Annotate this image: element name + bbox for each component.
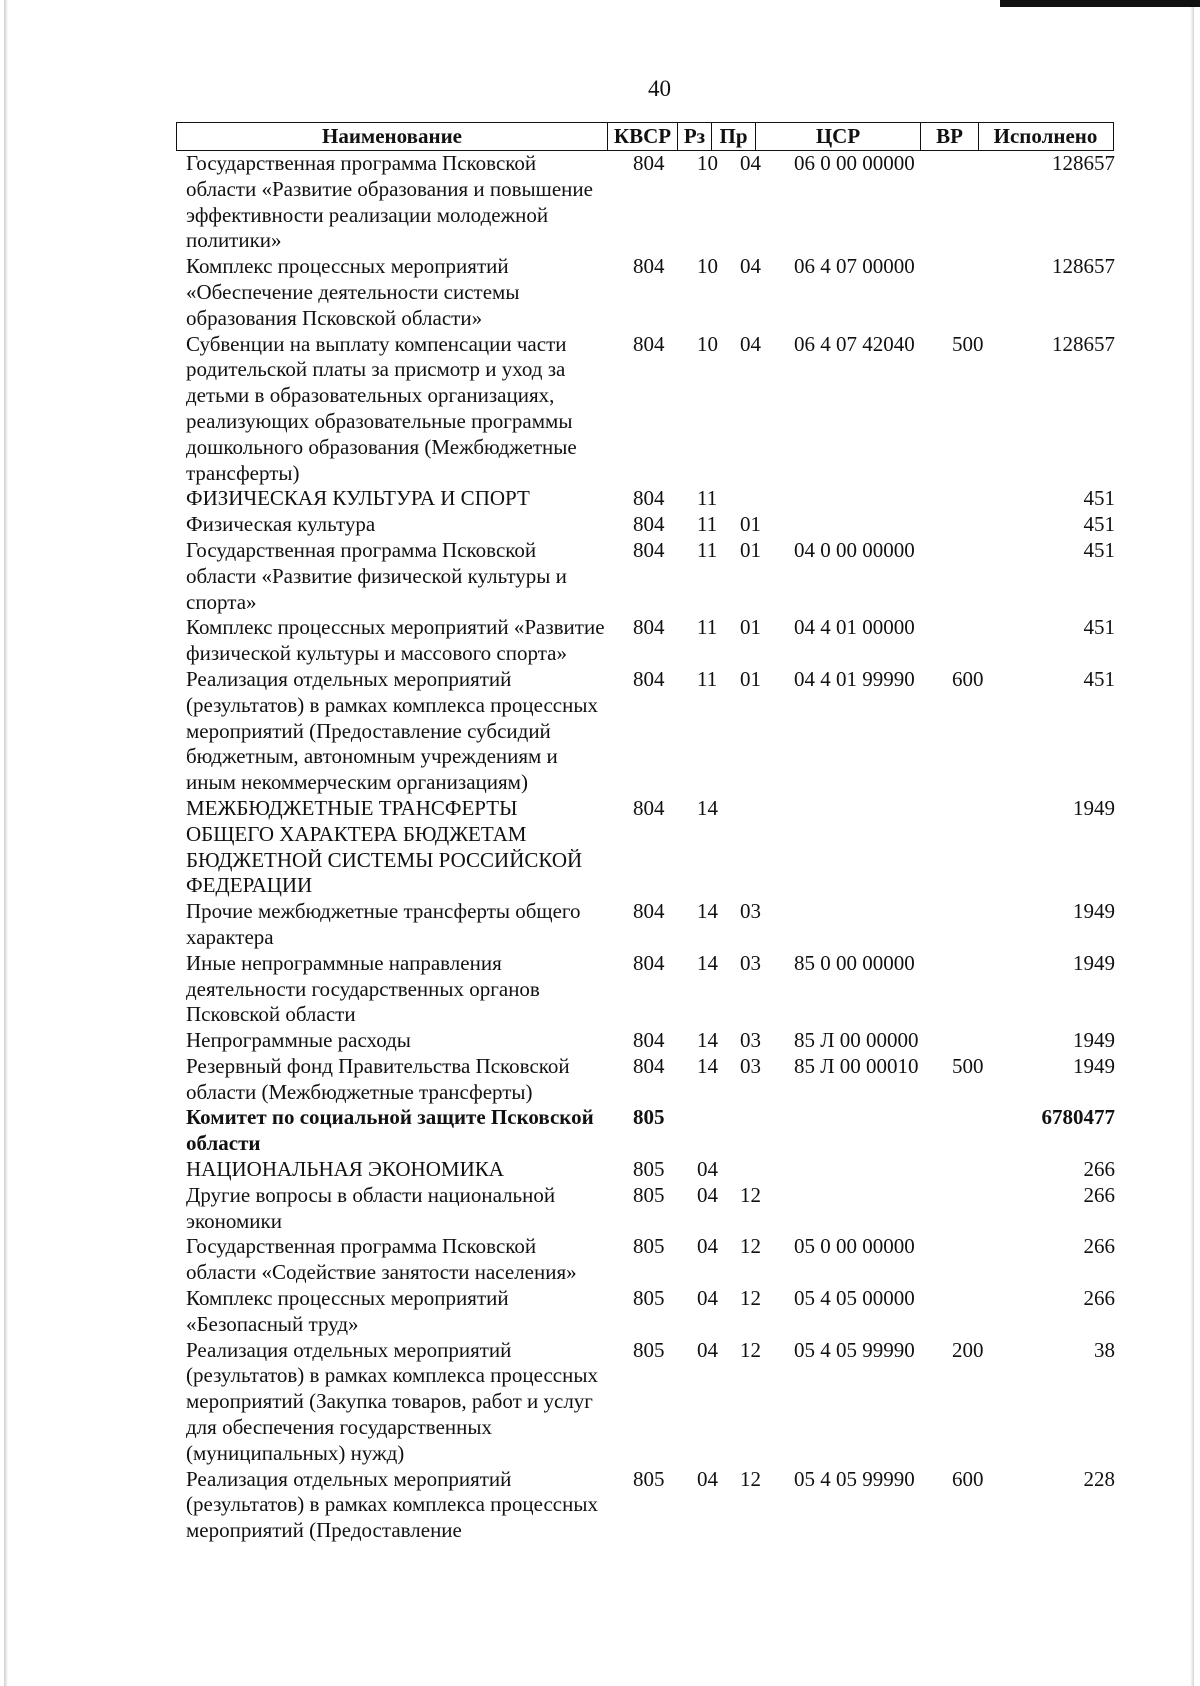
cell-pr: 12 — [740, 1466, 761, 1491]
cell-kvsr: 804 — [633, 537, 665, 562]
cell-rz: 04 — [697, 1182, 718, 1207]
table-row — [0, 899, 1200, 951]
cell-csr: 06 4 07 00000 — [794, 254, 915, 279]
cell-kvsr: 805 — [633, 1466, 665, 1491]
cell-csr: 04 4 01 99990 — [794, 666, 915, 691]
cell-value: 1949 — [1073, 1028, 1115, 1053]
table-row — [0, 486, 1200, 512]
cell-value: 6780477 — [1041, 1105, 1115, 1130]
cell-value: 451 — [1083, 537, 1115, 562]
cell-pr: 03 — [740, 899, 761, 924]
cell-csr: 05 4 05 00000 — [794, 1286, 915, 1311]
cell-name: Комплекс процессных мероприятий «Обеспечение деятельности системы образования Псковской области» — [186, 254, 520, 330]
cell-kvsr: 804 — [633, 151, 665, 175]
table-body — [0, 151, 1200, 1544]
cell-value: 266 — [1083, 1157, 1115, 1182]
cell-vr: 600 — [952, 1466, 984, 1491]
cell-value: 266 — [1083, 1286, 1115, 1311]
cell-rz: 14 — [697, 795, 718, 820]
cell-value: 451 — [1083, 512, 1115, 537]
table-header — [176, 122, 1114, 151]
column-header-kvsr: КВСР — [607, 123, 677, 150]
cell-kvsr: 804 — [633, 512, 665, 537]
cell-kvsr: 804 — [633, 254, 665, 279]
cell-value: 451 — [1083, 615, 1115, 640]
table-row — [0, 151, 1200, 254]
column-header-value: Исполнено — [978, 123, 1112, 150]
table-row — [0, 1338, 1200, 1467]
cell-rz: 10 — [697, 331, 718, 356]
cell-value: 38 — [1094, 1337, 1115, 1362]
cell-pr: 03 — [740, 950, 761, 975]
cell-pr: 01 — [740, 615, 761, 640]
cell-name: НАЦИОНАЛЬНАЯ ЭКОНОМИКА — [186, 1157, 504, 1182]
column-header-vr: ВР — [920, 123, 978, 150]
table-row — [0, 1157, 1200, 1183]
cell-pr: 01 — [740, 537, 761, 562]
cell-name: Реализация отдельных мероприятий (результатов) в рамках комплекса процессных мероприятий (Закупка товаров, работ и услуг для обеспечения государственных (муниципальных) нужд) — [186, 1337, 598, 1465]
table-row — [0, 254, 1200, 331]
cell-pr: 04 — [740, 151, 761, 175]
cell-kvsr: 805 — [633, 1286, 665, 1311]
cell-name: Иные непрограммные направления деятельности государственных органов Псковской области — [186, 950, 540, 1027]
cell-name: Физическая культура — [186, 512, 376, 537]
cell-rz: 04 — [697, 1234, 718, 1259]
table-row — [0, 615, 1200, 667]
cell-vr: 200 — [952, 1337, 984, 1362]
column-header-name: Наименование — [322, 124, 462, 148]
cell-kvsr: 804 — [633, 899, 665, 924]
cell-kvsr: 804 — [633, 1053, 665, 1078]
cell-pr: 03 — [740, 1028, 761, 1053]
cell-rz: 04 — [697, 1466, 718, 1491]
cell-name: Субвенции на выплату компенсации части родительской платы за присмотр и уход за детьми в образовательных организациях, реализующих образовательные программы дошкольного образования (Межбюджетные трансферты) — [186, 331, 577, 485]
cell-rz: 11 — [697, 537, 718, 562]
cell-kvsr: 805 — [633, 1337, 665, 1362]
cell-pr: 04 — [740, 331, 761, 356]
cell-value: 1949 — [1073, 795, 1115, 820]
table-row — [0, 1467, 1200, 1544]
cell-name: Комплекс процессных мероприятий «Безопасный труд» — [186, 1286, 509, 1336]
cell-name: Комитет по социальной защите Псковской области — [186, 1105, 594, 1156]
cell-rz: 10 — [697, 254, 718, 279]
cell-pr: 01 — [740, 512, 761, 537]
cell-vr: 500 — [952, 331, 984, 356]
cell-value: 128657 — [1052, 331, 1115, 356]
cell-name: Резервный фонд Правительства Псковской области (Межбюджетные трансферты) — [186, 1053, 570, 1104]
cell-csr: 06 0 00 00000 — [794, 151, 915, 175]
cell-value: 128657 — [1052, 151, 1115, 175]
table-row — [0, 1286, 1200, 1338]
cell-value: 266 — [1083, 1234, 1115, 1259]
cell-name: Государственная программа Псковской области «Развитие физической культуры и спорта» — [186, 537, 567, 614]
cell-kvsr: 805 — [633, 1182, 665, 1207]
table-row — [0, 1183, 1200, 1235]
cell-csr: 04 0 00 00000 — [794, 537, 915, 562]
cell-name: Другие вопросы в области национальной экономики — [186, 1182, 556, 1233]
cell-kvsr: 804 — [633, 331, 665, 356]
cell-rz: 14 — [697, 950, 718, 975]
cell-kvsr: 804 — [633, 666, 665, 691]
cell-name: Реализация отдельных мероприятий (результатов) в рамках комплекса процессных мероприятий (Предоставление субсидий бюджетным, автономным учреждениям и иным некоммерческим организациям) — [186, 666, 598, 795]
cell-value: 266 — [1083, 1182, 1115, 1207]
cell-value: 228 — [1083, 1466, 1115, 1491]
cell-pr: 03 — [740, 1053, 761, 1078]
cell-pr: 12 — [740, 1337, 761, 1362]
cell-name: ФИЗИЧЕСКАЯ КУЛЬТУРА И СПОРТ — [186, 486, 530, 511]
cell-csr: 05 4 05 99990 — [794, 1466, 915, 1491]
cell-kvsr: 805 — [633, 1234, 665, 1259]
cell-name: Государственная программа Псковской области «Содействие занятости населения» — [186, 1234, 577, 1285]
cell-kvsr: 804 — [633, 950, 665, 975]
column-header-pr: Пр — [711, 123, 755, 150]
cell-csr: 04 4 01 00000 — [794, 615, 915, 640]
cell-csr: 85 0 00 00000 — [794, 950, 915, 975]
cell-rz: 04 — [697, 1286, 718, 1311]
cell-rz: 14 — [697, 899, 718, 924]
cell-kvsr: 804 — [633, 486, 665, 511]
cell-vr: 500 — [952, 1053, 984, 1078]
cell-csr: 85 Л 00 00000 — [794, 1028, 919, 1053]
cell-rz: 04 — [697, 1157, 718, 1182]
cell-rz: 11 — [697, 666, 718, 691]
cell-csr: 05 0 00 00000 — [794, 1234, 915, 1259]
cell-kvsr: 804 — [633, 1028, 665, 1053]
cell-rz: 11 — [697, 512, 718, 537]
table-row — [0, 332, 1200, 487]
table-row — [0, 512, 1200, 538]
cell-vr: 600 — [952, 666, 984, 691]
cell-value: 1949 — [1073, 899, 1115, 924]
cell-value: 451 — [1083, 486, 1115, 511]
cell-value: 128657 — [1052, 254, 1115, 279]
scan-top-mark — [1000, 0, 1200, 7]
cell-pr: 12 — [740, 1286, 761, 1311]
cell-rz: 14 — [697, 1028, 718, 1053]
column-header-rz: Рз — [677, 123, 711, 150]
column-header-csr: ЦСР — [755, 123, 920, 150]
cell-name: Комплекс процессных мероприятий «Развитие физической культуры и массового спорта» — [186, 615, 605, 666]
cell-rz: 04 — [697, 1337, 718, 1362]
cell-rz: 14 — [697, 1053, 718, 1078]
cell-pr: 12 — [740, 1182, 761, 1207]
cell-name: Государственная программа Псковской области «Развитие образования и повышение эффективности реализации молодежной политики» — [186, 151, 593, 253]
table-row — [0, 667, 1200, 796]
table-row — [0, 951, 1200, 1028]
cell-value: 451 — [1083, 666, 1115, 691]
cell-csr: 85 Л 00 00010 — [794, 1053, 919, 1078]
cell-name: Реализация отдельных мероприятий (результатов) в рамках комплекса процессных мероприятий (Предоставление — [186, 1466, 598, 1543]
table-row — [0, 1028, 1200, 1054]
cell-kvsr: 804 — [633, 615, 665, 640]
cell-kvsr: 804 — [633, 795, 665, 820]
cell-kvsr: 805 — [633, 1157, 665, 1182]
page-number: 40 — [648, 76, 671, 101]
cell-name: Прочие межбюджетные трансферты общего характера — [186, 899, 581, 949]
table-row — [0, 538, 1200, 615]
cell-rz: 10 — [697, 151, 718, 175]
cell-value: 1949 — [1073, 950, 1115, 975]
table-row — [0, 796, 1200, 899]
table-row — [0, 1054, 1200, 1106]
cell-csr: 05 4 05 99990 — [794, 1337, 915, 1362]
cell-name: МЕЖБЮДЖЕТНЫЕ ТРАНСФЕРТЫ ОБЩЕГО ХАРАКТЕРА БЮДЖЕТАМ БЮДЖЕТНОЙ СИСТЕМЫ РОССИЙСКОЙ ФЕДЕРАЦИИ — [186, 795, 583, 898]
table-row — [0, 1105, 1200, 1157]
table-row — [0, 1234, 1200, 1286]
cell-pr: 12 — [740, 1234, 761, 1259]
cell-pr: 01 — [740, 666, 761, 691]
cell-rz: 11 — [697, 615, 718, 640]
cell-name: Непрограммные расходы — [186, 1028, 411, 1053]
cell-pr: 04 — [740, 254, 761, 279]
cell-csr: 06 4 07 42040 — [794, 331, 915, 356]
cell-rz: 11 — [697, 486, 718, 511]
cell-value: 1949 — [1073, 1053, 1115, 1078]
cell-kvsr: 805 — [633, 1105, 665, 1130]
